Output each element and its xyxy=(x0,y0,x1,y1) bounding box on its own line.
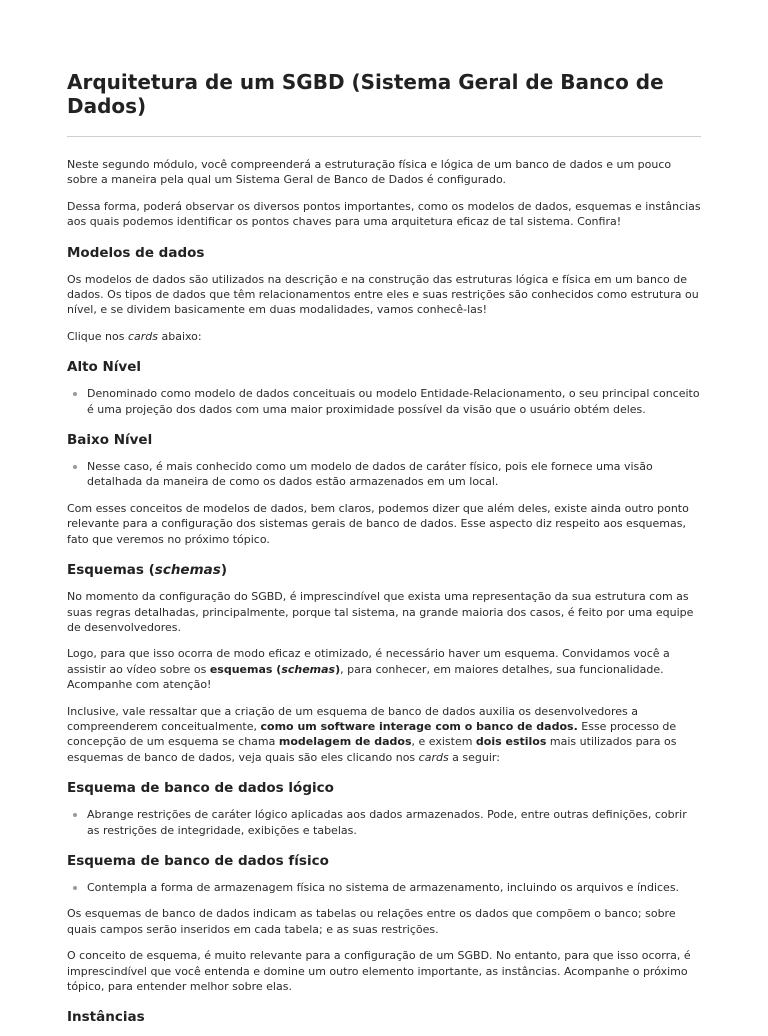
closing-paragraph-1: Os esquemas de banco de dados indicam as tabelas ou relações entre os dados que compõem o banco; sobre quais campos serão inseridos em cada tabela; e as suas restrições. xyxy=(67,907,676,936)
p3-text-i: a seguir: xyxy=(448,750,500,764)
heading-esquemas-em: schemas xyxy=(154,562,221,579)
p3-text-g: mais utilizados para os esquemas de banco de dados, veja quais são eles clicando nos xyxy=(67,735,677,764)
heading-esquema-logico: Esquema de banco de dados lógico xyxy=(67,780,334,797)
closing-paragraph-2: O conceito de esquema, é muito relevante para a configuração de um SGBD. No entanto, para que isso ocorra, é imprescindível que você entenda e domine um outro elemento importante, as instâncias. Acompanhe o próximo tópico, para entender melhor sobre elas. xyxy=(67,949,691,993)
intro-paragraph-1: Neste segundo módulo, você compreenderá a estruturação física e lógica de um banco de dados e um pouco sobre a maneira pela qual um Sistema Geral de Banco de Dados é configurado. xyxy=(67,158,672,187)
article-body xyxy=(67,157,701,1036)
alto-nivel-list xyxy=(67,386,701,417)
p2-bold-1: esquemas ( xyxy=(209,662,282,676)
cards-instruction xyxy=(67,329,701,344)
heading-alto-nivel: Alto Nível xyxy=(67,359,142,376)
heading-instancias: Instâncias xyxy=(67,1009,145,1026)
list-item xyxy=(87,807,701,838)
p3-text-a: Inclusive, vale ressaltar que a criação de um esquema de banco de dados auxilia os desenvolvedores a compreenderem conceitualmente, xyxy=(67,704,638,733)
modelos-paragraph: Os modelos de dados são utilizados na descrição e na construção das estruturas lógica e física em um banco de dados. Os tipos de dados que têm relacionamentos entre eles e suas restrições são conhecidos como estrutura ou nível, e se dividem basicamente em duas modalidades, vamos conhecê-las! xyxy=(67,272,699,317)
esquemas-paragraph-2 xyxy=(67,646,701,692)
esquema-logico-list xyxy=(67,807,701,838)
p3-bold-f: dois estilos xyxy=(475,735,547,749)
p3-bold-b: como um software interage com o banco de dados. xyxy=(260,719,578,733)
esquema-fisico-list xyxy=(67,880,701,895)
p2-text-c: , para conhecer, em maiores detalhes, sua funcionalidade. Acompanhe com atenção! xyxy=(67,662,664,692)
p2-bold-italic: schemas xyxy=(281,662,336,676)
p3-bold-d: modelagem de dados xyxy=(278,735,412,749)
page-title: Arquitetura de um SGBD (Sistema Geral de Banco de Dados) xyxy=(67,70,664,118)
list-item xyxy=(87,459,701,490)
list-item xyxy=(87,386,701,417)
list-item-text: Nesse caso, é mais conhecido como um modelo de dados de caráter físico, pois ele fornece uma visão detalhada da maneira de como os dados estão armazenados em um local. xyxy=(87,460,653,489)
p2-text-a: Logo, para que isso ocorra de modo eficaz e otimizado, é necessário haver um esquema. Convidamos você a assistir ao vídeo sobre os xyxy=(67,647,670,676)
heading-esquema-fisico: Esquema de banco de dados físico xyxy=(67,852,329,869)
cards-instruction-post: abaixo: xyxy=(157,329,202,343)
bullet-icon xyxy=(73,392,77,396)
bullet-icon xyxy=(73,886,77,890)
bullet-icon xyxy=(73,813,77,817)
p3-em-h: cards xyxy=(418,750,449,764)
heading-esquemas-post: ) xyxy=(220,562,227,579)
list-item-text: Contempla a forma de armazenagem física no sistema de armazenamento, incluindo os arquivos e índices. xyxy=(87,880,680,894)
heading-esquemas xyxy=(67,562,701,578)
p3-text-c: Esse processo de concepção de um esquema se chama xyxy=(67,719,677,749)
heading-baixo-nivel: Baixo Nível xyxy=(67,432,153,449)
bullet-icon xyxy=(73,465,77,469)
p3-text-e: , e existem xyxy=(411,735,476,749)
intro-paragraph-2: Dessa forma, poderá observar os diversos pontos importantes, como os modelos de dados, esquemas e instâncias aos quais podemos identificar os pontos chaves para uma arquitetura eficaz de tal sistema. Confira! xyxy=(67,199,701,229)
esquemas-paragraph-3 xyxy=(67,704,701,766)
esquemas-paragraph-1: No momento da configuração do SGBD, é imprescindível que exista uma representação da sua estrutura com as suas regras detalhadas, principalmente, porque tal sistema, na grande maioria dos casos, é feito por uma equipe de desenvolvedores. xyxy=(67,590,694,634)
heading-esquemas-pre: Esquemas ( xyxy=(67,562,155,579)
title-divider xyxy=(67,136,701,137)
cards-instruction-pre: Clique nos xyxy=(67,329,128,343)
cards-instruction-em: cards xyxy=(127,329,158,343)
list-item xyxy=(87,880,701,895)
p2-bold-esquemas xyxy=(210,663,340,676)
p2-bold-3: ) xyxy=(335,662,341,676)
transition-paragraph: Com esses conceitos de modelos de dados, bem claros, podemos dizer que além deles, existe ainda outro ponto relevante para a configuração dos sistemas gerais de banco de dados. Esse aspecto diz respeito aos esquemas, fato que veremos no próximo tópico. xyxy=(67,501,689,546)
heading-modelos-de-dados: Modelos de dados xyxy=(67,244,205,261)
list-item-text: Denominado como modelo de dados conceituais ou modelo Entidade-Relacionamento, o seu principal conceito é uma projeção dos dados com uma maior proximidade possível da visão que o usuário obtém deles. xyxy=(87,387,700,416)
list-item-text: Abrange restrições de caráter lógico aplicadas aos dados armazenados. Pode, entre outras definições, cobrir as restrições de integridade, exibições e tabelas. xyxy=(87,808,687,837)
baixo-nivel-list xyxy=(67,459,701,490)
